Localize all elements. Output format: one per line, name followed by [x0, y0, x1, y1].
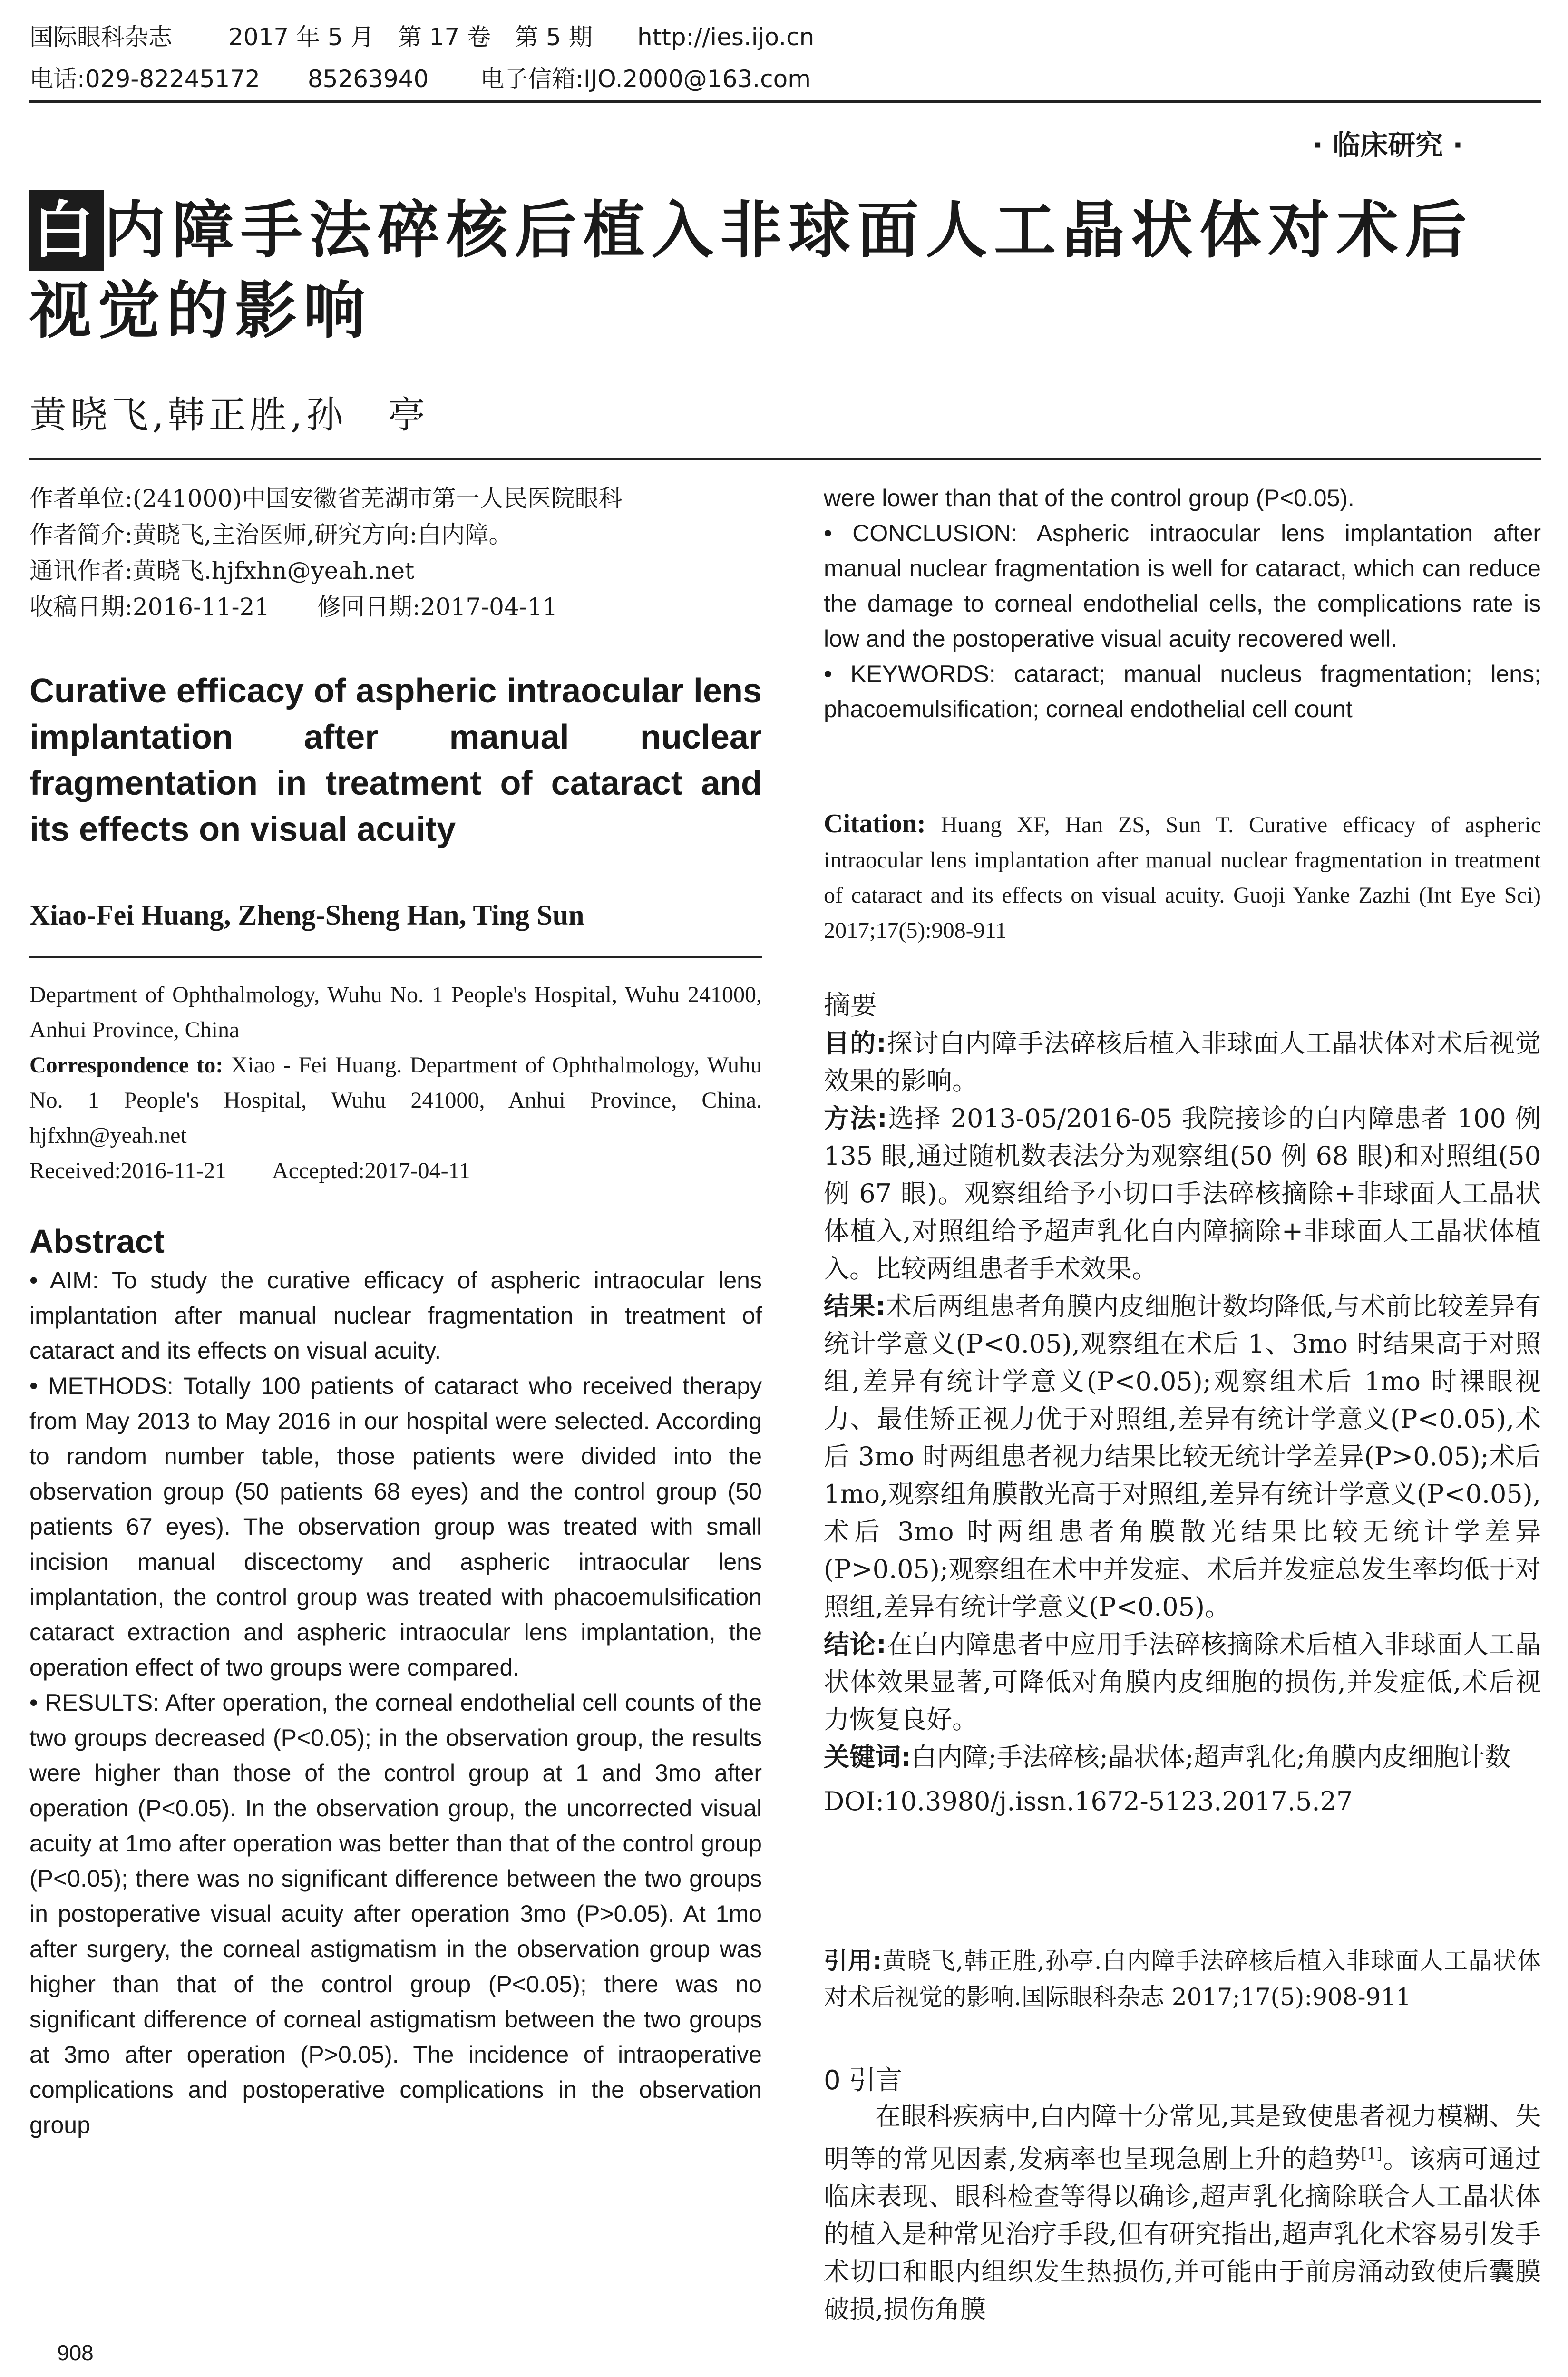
zh-aim [824, 1024, 1541, 1100]
authors-en: Xiao-Fei Huang, Zheng-Sheng Han, Ting Sun [29, 899, 584, 931]
correspondence-en [29, 1048, 762, 1153]
zh-abstract-heading: 摘要 [824, 990, 877, 1021]
received-date-zh: 收稿日期:2016-11-21 修回日期:2017-04-11 [29, 593, 558, 621]
title-initial: 白 [29, 190, 104, 271]
header-rule [29, 100, 1541, 103]
phone-info: 电话:029-82245172 85263940 [29, 65, 429, 93]
zh-conclusion-label: 结论: [824, 1629, 886, 1659]
intro-p1: 在眼科疾病中,白内障十分常见,其是致使患者视力模糊、失明等的常见因素,发病率也呈现急剧上升的趋势 [824, 2101, 1541, 2174]
title-zh-text: 内障手法碎核后植入非球面人工晶状体对术后视觉的影响 [29, 194, 1474, 347]
abstract-results-cont: were lower than that of the control group (P<0.05). [824, 485, 1354, 511]
abstract-methods: • METHODS: Totally 100 patients of cataract who received therapy from May 2013 to May 2016 in our hospital were selected. According to random number table, those patients were divided into the observation group (50 patients 68 eyes) and the control group (50 patients 67 eyes). The observation group was treated with small incision manual discectomy and aspheric intraocular lens implantation, the control group was treated with phacoemulsification cataract extraction and aspheric intraocular lens implantation, the operation effect of two groups were compared. [29, 1373, 762, 1681]
affiliation-en: Department of Ophthalmology, Wuhu No. 1 People's Hospital, Wuhu 241000, Anhui Province, China [29, 982, 762, 1042]
abstract-right [824, 480, 1541, 727]
correspondence-text: Xiao - Fei Huang. Department of Ophthalmology, Wuhu No. 1 People's Hospital, Wuhu 241000, Anhui Province, China. hjfxhn@yeah.net [29, 1052, 762, 1148]
zh-methods [824, 1100, 1541, 1287]
received-en: Received:2016-11-21 Accepted:2017-04-11 [29, 1158, 470, 1183]
zh-results [824, 1287, 1541, 1626]
abstract-conclusion: • CONCLUSION: Aspheric intraocular lens implantation after manual nuclear fragmentation is well for cataract, which can reduce the damage to corneal endothelial cells, the complications rate is low and the postoperative visual acuity recovered well. [824, 520, 1541, 652]
website[interactable]: http://ies.ijo.cn [637, 23, 815, 51]
citation-block [824, 806, 1541, 948]
zh-conclusion [824, 1626, 1541, 1738]
intro-heading: 0 引言 [824, 2065, 903, 2096]
zh-aim-label: 目的: [824, 1028, 886, 1058]
zh-methods-label: 方法: [824, 1103, 887, 1133]
zh-citation-text: 黄晓飞,韩正胜,孙亭.白内障手法碎核后植入非球面人工晶状体对术后视觉的影响.国际眼科杂志 2017;17(5):908-911 [824, 1947, 1541, 2011]
abstract-left [29, 1263, 762, 2143]
zh-conclusion-text: 在白内障患者中应用手法碎核摘除术后植入非球面人工晶状体效果显著,可降低对角膜内皮细胞的损伤,并发症低,术后视力恢复良好。 [824, 1629, 1541, 1734]
correspondence-label: Correspondence to: [29, 1052, 224, 1078]
page-number: 908 [57, 2340, 94, 2365]
zh-results-text: 术后两组患者角膜内皮细胞计数均降低,与术前比较差异有统计学意义(P<0.05),观察组在术后 1、3mo 时结果高于对照组,差异有统计学意义(P<0.05);观察组术后 1mo 时裸眼视力、最佳矫正视力优于对照组,差异有统计学意义(P<0.05),术后 3mo 时两组患者视力结果比较无统计学差异(P>0.05);术后 1mo,观察组角膜散光高于对照组,差异有统计学意义(P<0.05),术后 3mo 时两组患者角膜散光结果比较无统计学差异(P>0.05);观察组在术中并发症、术后并发症总发生率均低于对照组,差异有统计学意义(P<0.05)。 [824, 1291, 1541, 1622]
title-zh [29, 190, 1541, 351]
zh-citation-block [824, 1943, 1541, 2015]
zh-keywords-label: 关键词: [824, 1742, 911, 1772]
citation-label: Citation: [824, 809, 926, 838]
title-en: Curative efficacy of aspheric intraocular lens implantation after manual nuclear fragmentation in treatment of cataract and its effects on visual acuity [29, 672, 762, 848]
zh-keywords-text: 白内障;手法碎核;晶状体;超声乳化;角膜内皮细胞计数 [911, 1742, 1511, 1772]
zh-methods-text: 选择 2013-05/2016-05 我院接诊的白内障患者 100 例 135 眼,通过随机数表法分为观察组(50 例 68 眼)和对照组(50 例 67 眼)。观察组给予小切口手法碎核摘除+非球面人工晶状体植入,对照组给予超声乳化白内障摘除+非球面人工晶状体植入。比较两组患者手术效果。 [824, 1103, 1541, 1284]
zh-results-label: 结果: [824, 1291, 886, 1321]
authors-rule [29, 956, 762, 958]
zh-citation-label: 引用: [824, 1947, 882, 1975]
meta-zh [29, 480, 623, 625]
corresponding-author: 通讯作者:黄晓飞.hjfxhn@yeah.net [29, 557, 415, 585]
intro-p2: 。该病可通过临床表现、眼科检查等得以确诊,超声乳化摘除联合人工晶状体的植入是种常见治疗手段,但有研究指出,超声乳化术容易引发手术切口和眼内组织发生热损伤,并可能由于前房涌动致使后囊膜破损,损伤角膜 [824, 2144, 1541, 2324]
author-bio: 作者简介:黄晓飞,主治医师,研究方向:白内障。 [29, 521, 513, 548]
reference-marker[interactable]: [1] [1361, 2144, 1383, 2163]
zh-doi: DOI:10.3980/j.issn.1672-5123.2017.5.27 [824, 1786, 1353, 1816]
zh-abstract [824, 987, 1541, 1820]
citation-text: Huang XF, Han ZS, Sun T. Curative efficacy of aspheric intraocular lens implantation after manual nuclear fragmentation in treatment of cataract and its effects on visual acuity. Guoji Yanke Zazhi (Int Eye Sci) 2017;17(5):908-911 [824, 812, 1541, 943]
title-rule [29, 458, 1541, 460]
intro-text [824, 2097, 1541, 2328]
abstract-keywords: • KEYWORDS: cataract; manual nucleus fragmentation; lens; phacoemulsification; corneal endothelial cell count [824, 661, 1541, 722]
abstract-aim: • AIM: To study the curative efficacy of aspheric intraocular lens implantation after manual nuclear fragmentation in treatment of cataract and its effects on visual acuity. [29, 1267, 762, 1364]
abstract-heading: Abstract [29, 1223, 165, 1260]
affiliation-block [29, 977, 762, 1188]
abstract-results: • RESULTS: After operation, the corneal endothelial cell counts of the two groups decreased (P<0.05); in the observation group, the results were higher than those of the control group at 1 and 3mo after operation (P<0.05). In the observation group, the uncorrected visual acuity at 1mo after operation was better than that of the control group (P<0.05); there was no significant difference between the two groups in postoperative visual acuity after operation 3mo (P>0.05). At 1mo after surgery, the corneal astigmatism in the observation group was higher than that of the control group (P<0.05); there was no significant difference of corneal astigmatism between the two groups at 3mo after operation (P>0.05). The incidence of intraoperative complications and postoperative complications in the observation group [29, 1689, 762, 2138]
column-label: · 临床研究 · [1313, 129, 1463, 161]
author-unit: 作者单位:(241000)中国安徽省芜湖市第一人民医院眼科 [29, 485, 623, 512]
zh-aim-text: 探讨白内障手法碎核后植入非球面人工晶状体对术后视觉效果的影响。 [824, 1028, 1541, 1096]
issue-info: 2017 年 5 月 第 17 卷 第 5 期 [228, 23, 593, 51]
authors-zh: 黄晓飞,韩正胜,孙 亭 [29, 394, 429, 437]
zh-keywords [824, 1738, 1541, 1776]
journal-name: 国际眼科杂志 [29, 23, 172, 51]
email-info: 电子信箱:IJO.2000@163.com [480, 65, 811, 93]
